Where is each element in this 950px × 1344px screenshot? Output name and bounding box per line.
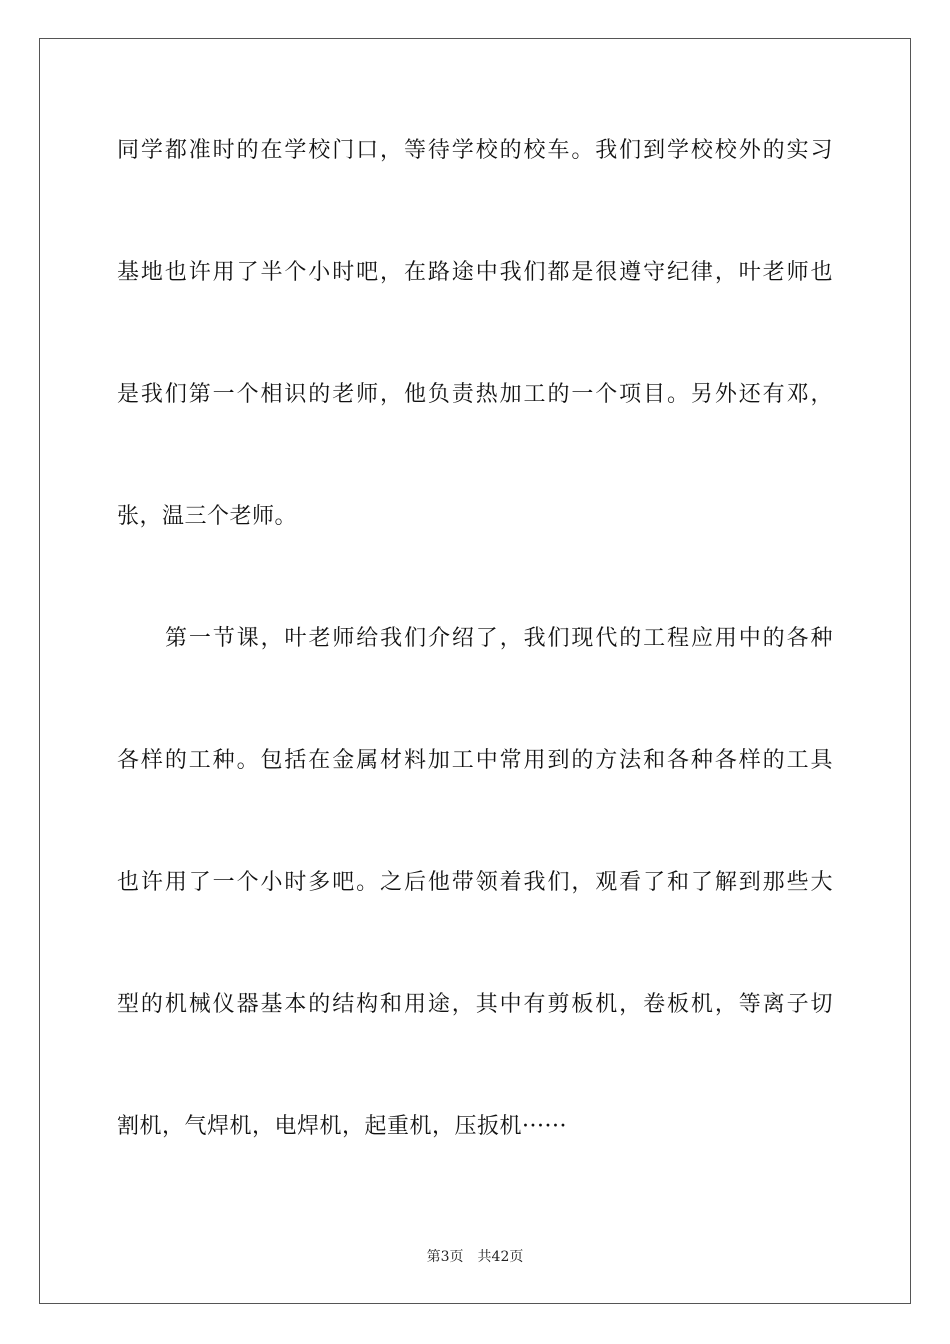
- page-number: 第3页: [426, 1249, 464, 1265]
- paragraph-line: 同学都准时的在学校门口，等待学校的校车。我们到学校校外的实习: [117, 138, 833, 163]
- paragraph-line: 割机，气焊机，电焊机，起重机，压扳机······: [117, 1114, 567, 1139]
- paragraph-line: 型的机械仪器基本的结构和用途，其中有剪板机，卷板机，等离子切: [117, 992, 833, 1017]
- paragraph-line: 是我们第一个相识的老师，他负责热加工的一个项目。另外还有邓，: [117, 382, 833, 407]
- paragraph-line: 各样的工种。包括在金属材料加工中常用到的方法和各种各样的工具: [117, 748, 833, 773]
- paragraph-line: 基地也许用了半个小时吧，在路途中我们都是很遵守纪律，叶老师也: [117, 260, 833, 285]
- paragraph-line: 张，温三个老师。: [117, 504, 298, 529]
- page-footer: [0, 1248, 950, 1266]
- paragraph-line: 也许用了一个小时多吧。之后他带领着我们，观看了和了解到那些大: [117, 870, 833, 895]
- total-pages: 共42页: [477, 1249, 524, 1265]
- paragraph-line: 第一节课，叶老师给我们介绍了，我们现代的工程应用中的各种: [165, 626, 833, 651]
